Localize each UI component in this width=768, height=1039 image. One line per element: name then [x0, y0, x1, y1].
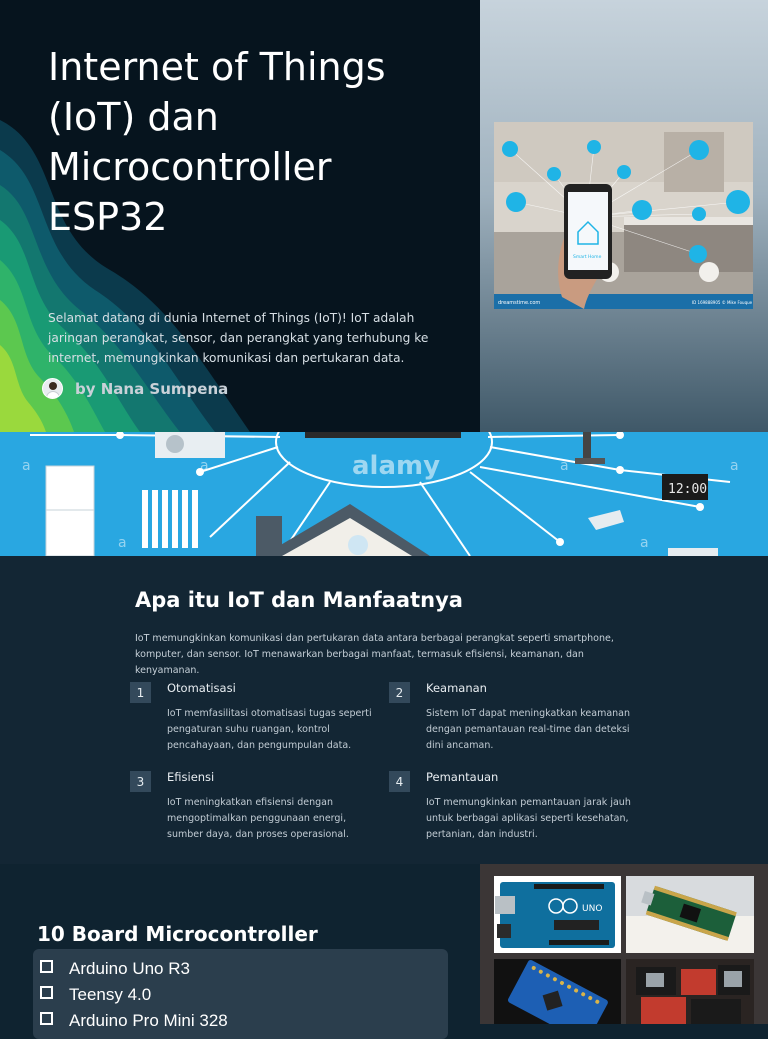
section-title: Apa itu IoT dan Manfaatnya: [135, 588, 463, 612]
author-row: [42, 378, 228, 399]
svg-text:a: a: [730, 458, 739, 474]
checkbox-icon: [40, 986, 53, 999]
svg-text:a: a: [560, 458, 569, 474]
svg-text:a: a: [640, 535, 649, 551]
arduino-pro-mini-image: [494, 959, 621, 1024]
photo-caption-right: ID 169888905 © Mike Fouque: [692, 300, 753, 305]
title-panel: [0, 0, 480, 432]
iot-benefits-slide: [0, 556, 768, 864]
uno-label: UNO: [582, 904, 603, 914]
intro-description: Selamat datang di dunia Internet of Things (IoT)! IoT adalah jaringan perangkat, sensor, dan perangkat yang terhubung ke internet, memungkinkan komunikasi dan pertukaran data.: [48, 311, 429, 365]
board-name: Teensy 4.0: [69, 985, 152, 1004]
board-images-panel: [480, 864, 768, 1024]
title-line: ESP32: [48, 195, 168, 239]
board-name: Arduino Pro Mini 328: [69, 1011, 228, 1030]
svg-text:a: a: [200, 458, 209, 474]
benefit-title: Efisiensi: [167, 770, 215, 784]
arduino-uno-image: [494, 876, 621, 953]
benefit-number: 3: [130, 771, 151, 792]
list-item: [40, 956, 228, 982]
benefit-text: Sistem IoT dapat meningkatkan keamanan dengan pemantauan real-time dan deteksi dini ancaman.: [426, 708, 631, 751]
iot-illustration-banner: [0, 432, 768, 556]
photo-caption-left: dreamstime.com: [498, 300, 541, 306]
benefit-title: Pemantauan: [426, 770, 499, 784]
board-name: Arduino Uno R3: [69, 959, 190, 978]
esp32-boards-image: [626, 959, 754, 1024]
slide-title: [48, 42, 468, 242]
section-title: 10 Board Microcontroller: [37, 922, 318, 946]
board-list: [40, 956, 228, 1034]
list-item: [40, 1008, 228, 1034]
title-slide: [0, 0, 768, 432]
svg-text:a: a: [118, 535, 127, 551]
benefit-title: Otomatisasi: [167, 681, 236, 695]
checkbox-icon: [40, 960, 53, 973]
microcontroller-boards-slide: [0, 864, 768, 1030]
author-name: by Nana Sumpena: [75, 379, 229, 398]
benefit-number: 2: [389, 682, 410, 703]
benefit-text: IoT meningkatkan efisiensi dengan mengoptimalkan penggunaan energi, sumber daya, dan proses operasional.: [167, 797, 349, 840]
list-item: [40, 982, 228, 1008]
checkbox-icon: [40, 1012, 53, 1025]
smart-home-photo: [494, 122, 753, 309]
benefit-text: IoT memungkinkan pemantauan jarak jauh untuk berbagai aplikasi seperti kesehatan, pertanian, dan industri.: [426, 797, 631, 840]
watermark-text: alamy: [352, 451, 441, 481]
teensy-image: [626, 876, 754, 953]
title-line: (IoT) dan: [48, 95, 219, 139]
title-line: Internet of Things: [48, 45, 386, 89]
clock-display: 12:00: [668, 482, 708, 497]
benefit-text: IoT memfasilitasi otomatisasi tugas seperti pengaturan suhu ruangan, kontrol pencahayaan, dan pengumpulan data.: [167, 708, 372, 751]
section-intro: IoT memungkinkan komunikasi dan pertukaran data antara berbagai perangkat seperti smartphone, komputer, dan sensor. IoT menawarkan berbagai manfaat, termasuk efisiensi, keamanan, dan kenyamanan.: [135, 633, 614, 676]
benefit-number: 1: [130, 682, 151, 703]
benefit-number: 4: [389, 771, 410, 792]
phone-app-label: Smart Home: [573, 255, 602, 260]
svg-text:a: a: [22, 458, 31, 474]
title-line: Microcontroller: [48, 145, 332, 189]
benefit-title: Keamanan: [426, 681, 487, 695]
avatar: [42, 378, 63, 399]
